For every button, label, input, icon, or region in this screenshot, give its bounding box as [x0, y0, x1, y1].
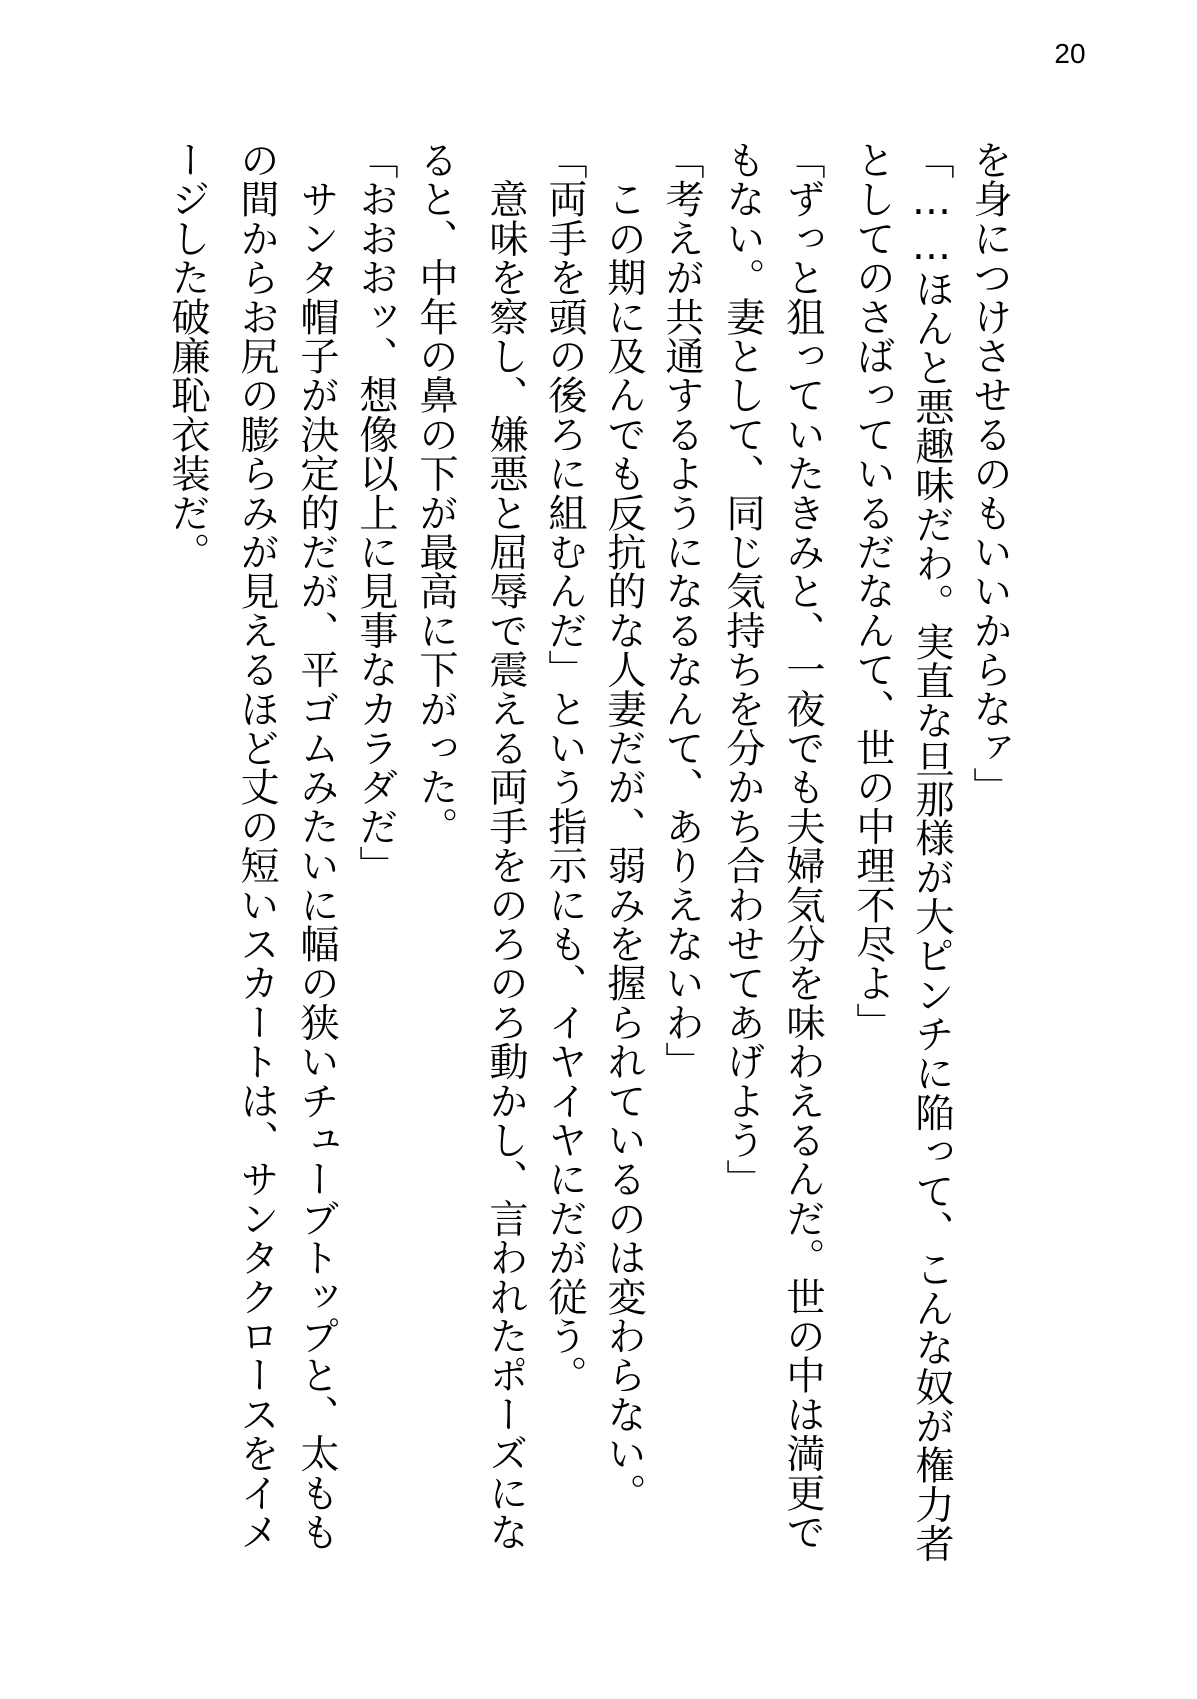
text-line-14: ージした破廉恥衣装だ。 — [165, 140, 210, 572]
page-number: 20 — [1054, 38, 1086, 69]
text-line-3: としてのさばっているだなんて、世の中理不尽よ」 — [850, 140, 895, 1042]
text-line-5: もない。妻として、同じ気持ちを分かち合わせてあげよう」 — [720, 140, 765, 1199]
text-line-12: サンタ帽子が決定的だが、平ゴムみたいに幅の狭いチューブトップと、太もも — [294, 140, 339, 1552]
text-line-10: ると、中年の鼻の下が最高に下がった。 — [413, 140, 458, 846]
text-line-13: の間からお尻の膨らみが見えるほど丈の短いスカートは、サンタクロースをイメ — [234, 140, 279, 1552]
text-line-7: この期に及んでも反抗的な人妻だが、弱みを握られているのは変わらない。 — [601, 140, 646, 1512]
text-line-1: を身につけさせるのもいいからなァ」 — [967, 140, 1012, 807]
text-line-4: 「ずっと狙っていたきみと、一夜でも夫婦気分を味わえるんだ。世の中は満更で — [780, 140, 825, 1552]
text-line-2: 「……ほんと悪趣味だわ。実直な旦那様が大ピンチに陥って、こんな奴が権力者 — [909, 140, 954, 1563]
text-line-9: 意味を察し、嫌悪と屈辱で震える両手をのろのろ動かし、言われたポーズにな — [483, 140, 528, 1552]
text-line-11: 「おおおッ、想像以上に見事なカラダだ」 — [353, 140, 398, 885]
text-line-6: 「考えが共通するようになるなんて、ありえないわ」 — [659, 140, 704, 1081]
text-line-8: 「両手を頭の後ろに組むんだ」という指示にも、イヤイヤにだが従う。 — [542, 140, 587, 1395]
